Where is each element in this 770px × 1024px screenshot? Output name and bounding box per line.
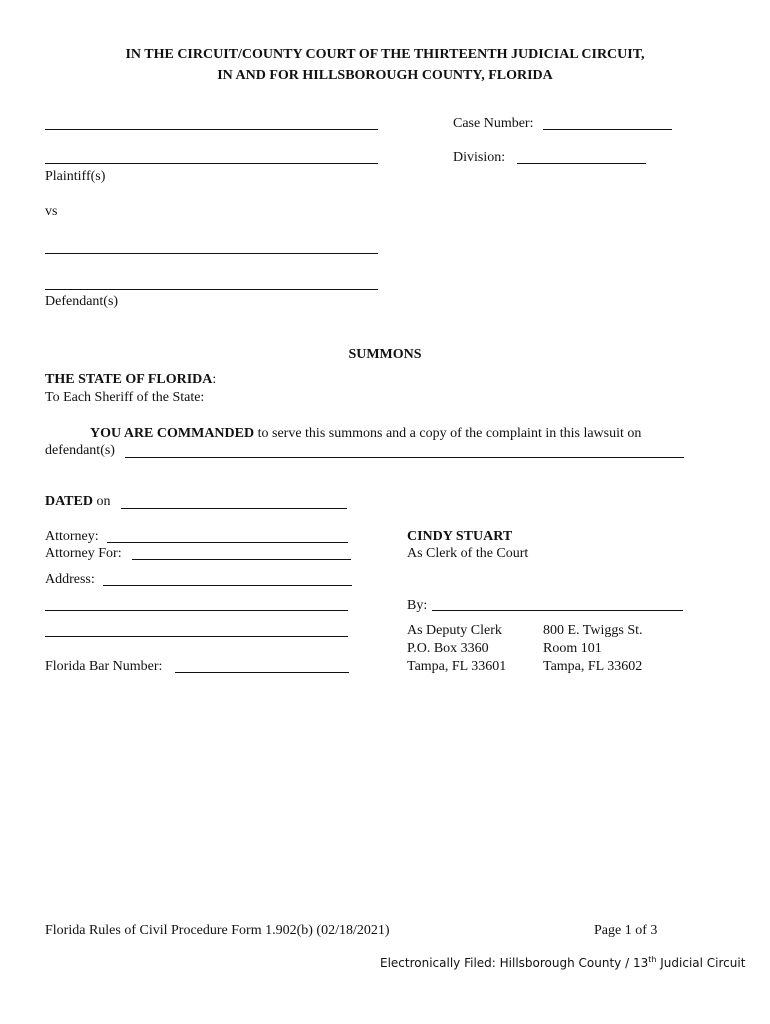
attorney-for-field[interactable]	[132, 559, 351, 560]
clerk-title: As Clerk of the Court	[407, 546, 529, 561]
efiled-sup: th	[648, 955, 657, 964]
division-field[interactable]	[517, 163, 646, 164]
court-header-line1: IN THE CIRCUIT/COUNTY COURT OF THE THIRTEENTH JUDICIAL CIRCUIT,	[125, 47, 645, 62]
division-label: Division:	[453, 150, 506, 165]
address-field-3[interactable]	[45, 636, 348, 637]
street-address: 800 E. Twiggs St.	[543, 623, 643, 638]
deputy-clerk-label: As Deputy Clerk	[407, 623, 502, 638]
room-number: Room 101	[543, 641, 602, 656]
defendant-line-2[interactable]	[45, 289, 378, 290]
court-header-line2: IN AND FOR HILLSBOROUGH COUNTY, FLORIDA	[217, 68, 553, 83]
state-label: THE STATE OF FLORIDA	[45, 372, 213, 387]
summons-title: SUMMONS	[348, 347, 422, 362]
address-field-1[interactable]	[103, 585, 352, 586]
dated-on: on	[92, 494, 111, 509]
efiled-stamp	[380, 955, 745, 970]
address-label: Address:	[45, 572, 95, 587]
dated-field[interactable]	[121, 508, 347, 509]
deputy-signature-field[interactable]	[432, 610, 683, 611]
page-number: Page 1 of 3	[594, 923, 658, 938]
efiled-suffix: Judicial Circuit	[656, 956, 746, 970]
state-of-florida	[45, 372, 216, 388]
plaintiff-line-2[interactable]	[45, 163, 378, 164]
bar-number-label: Florida Bar Number:	[45, 659, 163, 674]
defendants-label: defendant(s)	[45, 443, 115, 458]
by-label: By:	[407, 598, 428, 613]
commanded-rest: to serve this summons and a copy of the complaint in this lawsuit on	[254, 426, 642, 441]
dated-bold: DATED	[45, 494, 93, 509]
street-city: Tampa, FL 33602	[543, 659, 643, 674]
efiled-prefix: Electronically Filed: Hillsborough County / 13	[380, 956, 649, 970]
state-colon: :	[212, 372, 217, 387]
po-city: Tampa, FL 33601	[407, 659, 507, 674]
commanded-bold: YOU ARE COMMANDED	[90, 426, 255, 441]
dated-row	[45, 494, 110, 510]
po-box: P.O. Box 3360	[407, 641, 489, 656]
attorney-label: Attorney:	[45, 529, 99, 544]
sheriff-line: To Each Sheriff of the State:	[45, 390, 205, 405]
address-field-2[interactable]	[45, 610, 348, 611]
commanded-paragraph	[90, 426, 641, 442]
plaintiff-label: Plaintiff(s)	[45, 169, 106, 184]
form-reference: Florida Rules of Civil Procedure Form 1.902(b) (02/18/2021)	[45, 923, 390, 938]
attorney-field[interactable]	[107, 542, 348, 543]
vs-label: vs	[45, 204, 58, 219]
clerk-name: CINDY STUART	[407, 529, 513, 544]
bar-number-field[interactable]	[175, 672, 349, 673]
defendants-field[interactable]	[125, 457, 684, 458]
case-number-label: Case Number:	[453, 116, 534, 131]
attorney-for-label: Attorney For:	[45, 546, 122, 561]
plaintiff-line-1[interactable]	[45, 129, 378, 130]
case-number-field[interactable]	[543, 129, 672, 130]
defendant-label: Defendant(s)	[45, 294, 119, 309]
defendant-line-1[interactable]	[45, 253, 378, 254]
